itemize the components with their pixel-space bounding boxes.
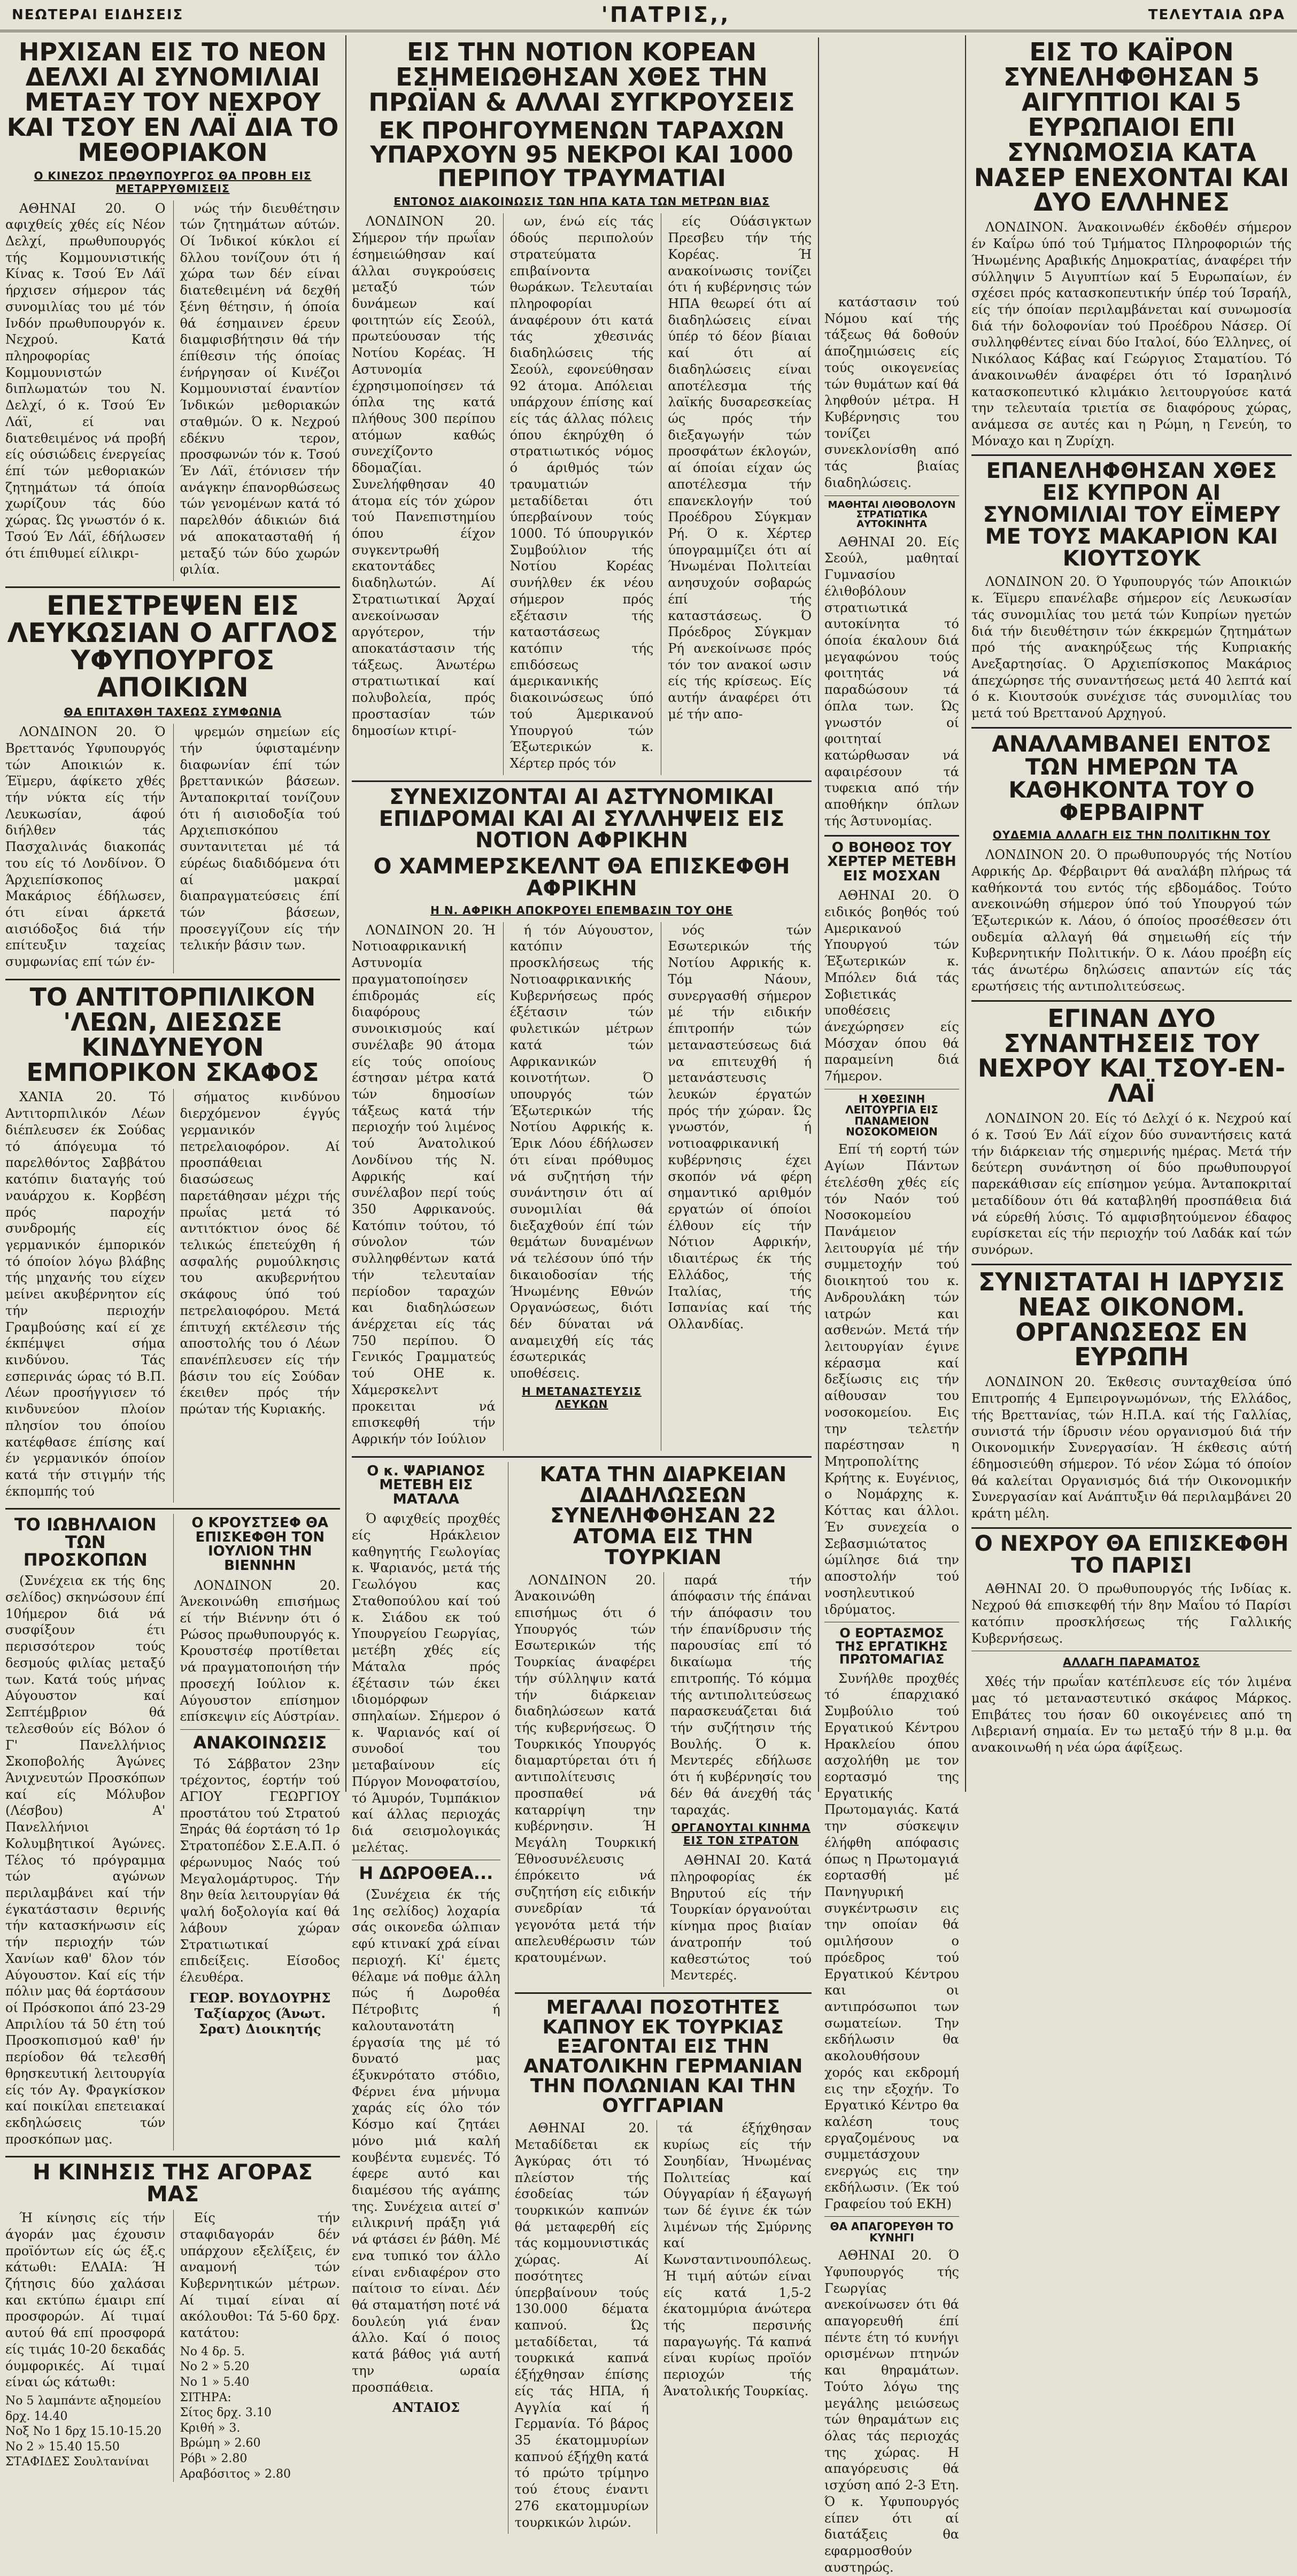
article-khrushchev-body: ΛΟΝΔΙΝΟΝ 20. Άνεκοινώθη επισήμως εί τήν Βιέννην ότι ό Ρώσος πρωθυπουργός κ. Κρουστσέφ προτίθεται νά πραγματοποιήση τήν προσεχή Ιούλιον κ. Αύγουστον επίσημον επίσκεψιν είς Αύστρίαν. — [180, 1577, 340, 1724]
article-leon-headline: ΤΟ ΑΝΤΙΤΟΡΠΙΛΙΚΟΝ 'ΛΕΩΝ, ΔΙΕΣΩΣΕ ΚΙΝΔΥΝΕΥΟΝ ΕΜΠΟΡΙΚΟΝ ΣΚΑΦΟΣ — [26, 982, 319, 1087]
article-safrica-headline: ΣΥΝΕΧΙΖΟΝΤΑΙ ΑΙ ΑΣΤΥΝΟΜΙΚΑΙ ΕΠΙΔΡΟΜΑΙ ΚΑΙ ΑΙ ΣΥΛΛΗΨΕΙΣ ΕΙΣ ΝΟΤΙΟΝ ΑΦΡΙΚΗΝ — [379, 784, 785, 853]
article-students-body: ΑΘΗΝΑΙ 20. Είς Σεούλ, μαθηταί Γυμνασίου έλιθοβόλουν στρατιωτικά αυτοκίνητα τό όποία έκαλουν διά μεγαφώνου τούς φοιτητάς νά παραδώσουν τά όπλα των. Ώς γνωστόν οί φοιτηταί κατώρθωσαν νά αφαιρέσουν τά τυφεκια από τήν αποθήκην όπλων τής Άστυνομίας. — [824, 534, 959, 829]
article-hunting-body: ΑΘΗΝΑΙ 20. Ό Υφυπουργός τής Γεωργίας ανεκοίνωσεν ότι θά απαγορευθή έπί πέντε έτη τό κυνήγι ορισμένων πτηνών και θηραμάτων. Τούτο λόγω της μεγάλης μειώσεως τών θηραμάτων εις όλας τάς περιοχάς της χώρας. Η απαγόρευσις θά ισχύση από 2-3 Ετη. Ό κ. Υφυπουργός είπεν ότι αί διατάξεις θα εφαρμοσθούν αυστηρώς. — [824, 2248, 959, 2575]
article-scouts-body: (Συνέχεια εκ τής 6ης σελίδος) σκηνώσουν έπί 10ήμερον διά νά συσφίξουν έτι περισσότερον τούς δεσμούς φιλίας μεταξύ των. Κατά τούς μήνας Αύγουστον καί Σεπτέμβριον θά τελεσθούν είς Βόλον ό Γ' Πανελλήνιος Σκοποβολής Άγώνες Άνιχνευτών Προσκόπων καί είς Μόλυβον (Λέσβου) Α' Πανελλήνιοι Κολυμβητικοί Άγώνες. Τέλος τό πρόγραμμα τών αγώνων περιλαμβάνει καί τήν έγκατάστασιν θερινής τήν κατασκήνωσιν είς τήν περιοχήν τών Χανίων καθ' δλον τόν Αύγουστον. Καί είς τήν πόλιν μας θά έορτάσουν οί Πρόσκοποι άπό 23-29 Απριλίου τά 50 έτη τού Προσκοπισμού καθ' ήν περίοδον θά τελεσθή θρησκευτική λειτουργία είς τόν Αγ. Φραγκίσκον καί ποικίλαι επετειακαί εκδηλώσεις τών προσκόπων μας. — [5, 1573, 166, 2147]
article-turkey-body: ΑΘΗΝΑΙ 20. Κατά πληροφορίας έκ Βηρυτού είς τήν Τουρκίαν όργανούται κίνημα προς βιαίαν άνατροπήν τού καθεστώτος τού Μεντερές. — [670, 1853, 812, 1983]
article-tobacco-body: τά έξήχθησαν κυρίως είς τήν Σουηδίαν, Ήνωμένας Πολιτείας καί Ούγγαρίαν ή έξαγωγή των δέ έγινε έκ τών λιμένων τής Σμύρνης καί Κωνσταντινουπόλεως. Ή τιμή αύτών είναι είς κατά 1,5-2 έκατομμύρια άνώτερα τής περσινής παραγωγής. Τά καπνά είναι κυρίως προϊόν περιοχών τής Άνατολικής Τουρκίας. — [663, 2121, 812, 2399]
article-ship-headline: ΑΛΛΑΓΗ ΠΑΡΑΜΑΤΟΣ — [1063, 1656, 1200, 1669]
article-turkey-subhead: ΟΡΓΑΝΟΥΤΑΙ ΚΙΝΗΜΑ ΕΙΣ ΤΟΝ ΣΤΡΑΤΟΝ — [671, 1821, 811, 1847]
article-europe-body: ΛΟΝΔΙΝΟΝ 20. Έκθεσις συνταχθείσα ύπό Επιτροπής 4 Εμπειρογνωμόνων, τής Ελλάδος, τής Βρεττανίας, τών Η.Π.Α. καί τής Γαλλίας, συνιστά τήν ίδρυσιν νέου οργανισμού διά τήν Οικονομικήν Συνεργασίαν. Ή έκθεσις αύτή έδημοσιεύθη σήμερον. Τό νέον Σώμα τό όποίον θά καλείται Οργανισμός διά τήν Οικονομικήν Συνεργασίαν καί Ανάπτυξιν θά περιλαμβάνει 20 κράτη μέλη. — [971, 1374, 1292, 1521]
announcement-signature: ΓΕΩΡ. ΒΟΥΔΟΥΡΗΣ Ταξίαρχος (Άνωτ. Σρατ) Διοικητής — [189, 1990, 331, 2037]
column-narrow — [818, 37, 964, 2575]
article-safrica-subhead: Η Ν. ΑΦΡΙΚΗ ΑΠΟΚΡΟΥΕΙ ΕΠΕΜΒΑΣΙΝ ΤΟΥ ΟΗΕ — [430, 903, 733, 917]
article-cyprus-headline: ΕΠΑΝΕΛΗΦΘΗΣΑΝ ΧΘΕΣ ΕΙΣ ΚΥΠΡΟΝ ΑΙ ΣΥΝΟΜΙΛΙΑΙ ΤΟΥ ΕΪΜΕΡΥ ΜΕ ΤΟΥΣ ΜΑΚΑΡΙΟΝ ΚΑΙ ΚΙΟΥΤΣΟΥΚ — [983, 459, 1280, 571]
article-turkey-headline: ΚΑΤΑ ΤΗΝ ΔΙΑΡΚΕΙΑΝ ΔΙΑΔΗΛΩΣΕΩΝ ΣΥΝΕΛΗΦΘΗΣΑΝ 22 ΑΤΟΜΑ ΕΙΣ ΤΗΝ ΤΟΥΡΚΙΑΝ — [539, 1462, 787, 1569]
article-amery-body: ψρεμών σημείων είς τήν ύφισταμένην διαφωνίαν έπί τών βρεττανικών βάσεων. Άνταποκριταί τονίζουν ότι ή αισιοδοξία τού Αρχιεπισκόπου συντανιτεται μέ τά εύρέως διαδιδόμενα ότι αί μακραί διαπραγματεύσεις έπί τών βάσεων, προσεγγίζουν είς τήν τελικήν βάσιν των. — [180, 724, 340, 953]
article-meetings-headline: ΕΓΙΝΑΝ ΔΥΟ ΣΥΝΑΝΤΗΣΕΙΣ ΤΟΥ ΝΕΧΡΟΥ ΚΑΙ ΤΣΟΥ-ΕΝ-ΛΑΪ — [977, 1003, 1286, 1108]
article-europe-headline: ΣΥΝΙΣΤΑΤΑΙ Η ΙΔΡΥΣΙΣ ΝΕΑΣ ΟΙΚΟΝΟΜ. ΟΡΓΑΝΩΣΕΩΣ ΕΝ ΕΥΡΩΠΗ — [978, 1267, 1285, 1372]
market-price-line: Σίτος δρχ. 3.10 — [180, 2406, 272, 2420]
market-price-line: ΣΙΤΗΡΑ: — [180, 2391, 231, 2404]
article-safrica-body: νός τών Εσωτερικών τής Νοτίου Αφρικής κ. Τόμ Νάουν, συνεργασθή σήμερον μέ τήν ειδικήν έπιτροπήν τών μεταναστεύσεως διά να επιτευχθή ή μετανάστευσις λευκών έργατών πρός τήν χώραν. Ώς γνωστόν, ή νοτιοαφρικανική κυβέρνησις έχει σκοπόν νά φέρη σημαντικό αριθμόν εργατών οί όποίοι έλθουν είς τήν Νότιον Αφρικήν, ιδιαιτέρως έκ τής Ελλάδος, τής Ιταλίας, τής Ισπανίας καί τής Ολλανδίας. — [668, 922, 812, 1332]
article-khrushchev-headline: Ο ΚΡΟΥΣΤΣΕΦ ΘΑ ΕΠΙΣΚΕΦΘΗ ΤΟΝ ΙΟΥΛΙΟΝ ΤΗΝ ΒΙΕΝΝΗΝ — [191, 1515, 329, 1574]
article-dorothea-signature: ΑΝΤΑΙΟΣ — [392, 2400, 460, 2416]
article-safrica-headline-2: Ο ΧΑΜΜΕΡΣΚΕΛΝΤ ΘΑ ΕΠΙΣΚΕΦΘΗ ΑΦΡΙΚΗΝ — [373, 854, 790, 901]
article-korea-body: ων, ένώ είς τάς όδούς περιπολούν στρατεύματα επιβαίνοντα θωράκων. Τελευταίαι πληροφορίαι άναφέρουν ότι κατά τάς χθεσινάς διαδηλώσεις τής Σεούλ, εφονεύθησαν 92 άτομα. Απόλειαι υπάρχουν έπίσης καί είς τάς άλλας πόλεις όπου έκηρύχθη ό στρατιωτικός νόμος ό άριθμός τών τραυματιών μεταδίδεται ότι ύπερβαίνουν τούς 1000. Τό ύπουργικόν Συμβούλιον τής Νοτίου Κορέας συνήλθεν έκ νέου σήμερον πρός εξέτασιν τής καταστάσεως κατόπιν τής επιδόσεως άμερικανικής διακοινώσεως ύπό τού Άμερικανού Υπουργού τών Έξωτερικών κ. Χέρτερ πρός τόν — [509, 214, 654, 771]
article-amery-subhead: ΘΑ ΕΠΙΤΑΧΘΗ ΤΑΧΕΩΣ ΣΥΜΦΩΝΙΑ — [64, 706, 282, 719]
market-price-line: Νο 2 » 15.40 15.50 — [5, 2440, 120, 2454]
article-bohlen-body: ΑΘΗΝΑΙ 20. Ό ειδικός βοηθός τού Αμερικανού Υπουργού τών Έξωτερικών κ. Μπόλεν διά τάς Σοβιετικάς υποθέσεις άνεχώρησεν είς Μόσχαν όπου θά παραμείνη διά 7ήμερον. — [824, 888, 959, 1084]
market-price-line: Νοξ Νο 1 δρχ 15.10-15.20 — [5, 2425, 161, 2439]
article-ship-body: Χθές τήν πρωΐαν κατέπλευσε είς τόν λιμένα μας τό μεταναστευτικό σκάφος Μάρκος. Επιβάτες του ήσαν 60 οικογένειες από τη Λιβεριανή σημαία. Εν τω μεταξύ τήν 8 μ.μ. θα ανακοινωθή η νέα ώρα άφίξεως. — [971, 1674, 1292, 1755]
article-paris-headline: Ο ΝΕΧΡΟΥ ΘΑ ΕΠΙΣΚΕΦΘΗ ΤΟ ΠΑΡΙΣΙ — [974, 1531, 1289, 1578]
article-leon-body: ΧΑΝΙΑ 20. Τό Αντιτορπιλικόν Λέων διέπλευσεν έκ Σούδας τό άπόγευμα τό παρελθόντος Σαββάτου κατόπιν διαταγής τού ναυάρχου κ. Κορβέση πρός παροχήν συνδρομής είς γερμανικόν έμπορικόν τό όποίον λόγω βλάβης τής μηχανής του είχεν μείνει ακυβέρνητον είς τήν περιοχήν Γραμβούσης καί εί χε έκπέμψει σήμα κινδύνου. Τάς εσπερινάς ώρας τό Β.Π. Λέων προσήγγισεν τό κινδυνεύον πλοίον πλησίον του όποίου κατέφθασε έπίσης καί έν γερμανικόν όποίον κατά τήν στιγμήν τής έκπομπής τού — [5, 1089, 166, 1499]
article-safrica-body: ΛΟΝΔΙΝΟΝ 20. Ή Νοτιοαφρικανική Αστυνομία πραγματοποίησεν έπιδρομάς είς διαφόρους συνοικισμούς καί συνέλαβε 90 άτομα είς τούς οποίους έστησαν μέτρα κατά τών δημοσίων τάξεως κατά τήν περιοχήν τού λιμένος τού Άνατολικού Λονδίνου τής Ν. Αφρικής καί συνέλαβον περί τούς 350 Αφρικανούς. Κατόπιν τούτου, τό σύνολον τών συλληφθέντων κατά τήν τελευταίαν περίοδον ταραχών και διαδηλώσεων άνέρχεται είς τάς 750 περίπου. Ό Γενικός Γραμματεύς τού ΟΗΕ κ. Χάμερσκελντ προκειται νά επισκεφθή τήν Αφρικήν τόν Ιούλιον — [352, 922, 496, 1447]
article-cyprus-body: ΛΟΝΔΙΝΟΝ 20. Ό Υφυπουργός τών Αποικιών κ. Έϊμερυ επανέλαβε σήμερον είς Λευκωσίαν τάς συνομιλίας του μετά τών Κυπρίων ηγετών διά τήν διευθέτησιν τών έκκρεμών ζητημάτων πρό τής ανακηρύξεως τής Κυπριακής Ανεξαρτησίας. Ό Αρχιεπίσκοπος Μακάριος άπεχώρησε τής συναντήσεως μετά 40 λεπτά καί ό κ. Κιουτσούκ συνέχισε τάς συνομιλίας του μετά τού Βρεττανού Αρχηγού. — [971, 574, 1292, 721]
article-nehru-subhead: Ο ΚΙΝΕΖΟΣ ΠΡΩΘΥΠΟΥΡΓΟΣ ΘΑ ΠΡΟΒΗ ΕΙΣ ΜΕΤΑΡΡΥΘΜΙΣΕΙΣ — [34, 169, 312, 195]
article-korea-headline-2: ΕΚ ΠΡΟΗΓΟΥΜΕΝΩΝ ΤΑΡΑΧΩΝ ΥΠΑΡΧΟΥΝ 95 ΝΕΚΡΟΙ ΚΑΙ 1000 ΠΕΡΙΠΟΥ ΤΡΑΥΜΑΤΙΑΙ — [370, 117, 793, 192]
column-left — [0, 37, 345, 2481]
article-tobacco-body: ΑΘΗΝΑΙ 20. Μεταδίδεται εκ Άγκύρας ότι τό πλείστον τής έσοδείας τών τουρκικών καπνών θά μεταφερθή είς τάς κομμουνιστικάς χώρας. Αί ποσότητες ύπερβαίνουν τούς 130.000 δέματα καπνού. Ώς μεταδίδεται, τά τουρκικά καπνά έξήχθησαν έπίσης είς τάς ΗΠΑ, ή Αγγλία καί ή Γερμανία. Τό βάρος 35 έκατομμυρίων καπνού έξήχθη κατά τό πρώτο τρίμηνο τού έτους έναντι 276 εκατομμυρίων τουρκικών λιρών. — [514, 2121, 649, 2530]
article-turkey-body: ΛΟΝΔΙΝΟΝ 20. Άνακοινώθη επισήμως ότι ό Υπουργός τών Εσωτερικών τής Τουρκίας άναφέρει τήν σύλληψιν κατά τήν διάρκειαν διαδηλώσεων κατά τής κυβερνήσεως. Ό Τουρκικός Υπουργός διαμαρτύρεται ότι ή αντιπολίτευσις προσπαθεί νά καταρρίψη την κυβέρνησιν. Ή Μεγάλη Τουρκική Έθνοσυνέλευσις έπρόκειτο νά συζητήση είς ειδικήν συνεδρίαν τά γεγονότα μετά τήν απελευθέρωσιν τών κρατουμένων. — [514, 1572, 656, 1966]
market-price-line: Νο 5 λαμπάντε αξηομείου δρχ. 14.40 — [5, 2394, 161, 2423]
article-korea-body: ΛΟΝΔΙΝΟΝ 20. Σήμερον τήν πρωΐαν έσημειώθησαν καί άλλαι συγκρούσεις μεταξύ τών δυνάμεων καί φοιτητών είς Σεούλ, πρωτεύουσαν τής Νοτίου Κορέας. Ή Αστυνομία έχρησιμοποίησεν τά όπλα της κατά πλήθους 300 περίπου ατόμων καθώς συνεχίζοντο δδομαζίαι. Συνελήφθησαν 40 άτομα είς τόν χώρον τού Πανεπιστημίου όπου έίχον συγκεντρωθή εκατοντάδες διαδηλωτών. Αί Στρατιωτικαί Άρχαί ανεκοίνωσαν αργότερον, τήν αποκατάστασιν τής τάξεως. Άνωτέρω στρατιωτικαί καί πολυβολεία, πρός προστασίαν τών δημοσίων κτιρί- — [352, 214, 496, 738]
article-mayday-body: Συνήλθε προχθές τό έπαρχιακό Συμβούλιο τού Εργατικού Κέντρου Ηρακλείου όπου ασχολήθη με τον εορτασμό της Εργατικής Πρωτομαγιάς. Κατά την σύσκεψιν έλήφθη απόφασις όπως η Πρωτομαγιά εορτασθή μέ Πανηγυρική συγκέντρωσιν εις την οποίαν θά ομιλήσουν ο πρόεδρος τού Εργατικού Κέντρου και οι αντιπρόσωποι των σωματείων. Την εκδήλωσιν θα ακολουθήσουν χορός και εκδρομή εις την εξοχήν. Το Εργατικό Κέντρο θα καλέση τους εργαζομένους να συμμετάσχουν ενεργώς εις την εκδήλωσιν. (Έκ τού Γραφείου τού ΕΚΗ) — [824, 1670, 959, 2211]
announcement-headline: ΑΝΑΚΟΙΝΩΣΙΣ — [193, 1732, 327, 1753]
article-nehru-body: ΑΘΗΝΑΙ 20. Ο αφιχθείς χθές είς Νέον Δελχί, πρωθυπουργός τής Κομμουνιστικής Κίνας κ. Τσού Έν Λάϊ ήρχισεν σήμερον τάς συνομιλίας του μέ τόν Ινδόν πρωθυπουργόν κ. Νεχρού. Κατά πληροφορίας Κομμουνιστών διπλωματών του Ν. Δελχί, ό κ. Τσού Έν Λάϊ, εί ναι διατεθειμένος νά προβή είς ούσιώδεις ένεργείας έπί τών μεθοριακών ζητημάτων τά όποία χωρίζουν τάς δύο χώρας. Ώς γνωστόν ό κ. Τσού Έν Λάϊ, έδήλωσεν ότι έπιθυμεί είλικρι- — [5, 200, 166, 561]
article-korea-body: είς Ούάσιγκτων Πρεσβευ τήν τής Κορέας. Ή ανακοίνωσις τονίζει ότι ή κυβέρνησις τών ΗΠΑ θεωρεί ότι αί διαδηλώσεις είναι ύπέρ τό δέον βίαιαι καί ότι αί διαδηλώσεις είναι αποτέλεσμα τής λαϊκής δυσαρεσκείας ώς πρός τήν διεξαγωγήν τών προσφάτων έκλογών, αί όποίαι είχαν ώς αποτέλεσμα τήν επανεκλογήν τού Προέδρου Σύγκμαν Ρή. Ό κ. Χέρτερ ύπογραμμίζει ότι αί Ήνωμέναι Πολιτείαι ανησυχούν σοβαρώς έπί τής καταστάσεως. Ό Πρόεδρος Σύγκμαν Ρή ανεκοίνωσε πρός τόν τον ανακοί ωσιν είς τής κρίσεως. Είς αυτήν άναφέρει ότι μέ τήν απο- — [668, 214, 812, 722]
masthead-left: ΝΕΩΤΕΡΑΙ ΕΙΔΗΣΕΙΣ — [12, 7, 184, 23]
article-paris-body: ΑΘΗΝΑΙ 20. Ό πρωθυπουργός τής Ινδίας κ. Νεχρού θά επισκεφθή τήν 8ην Μαΐου τό Παρίσι κατόπιν προσκλήσεως τής Γαλλικής Κυβερνήσεως. — [971, 1581, 1292, 1646]
article-psarianos-headline: Ο κ. ΨΑΡΙΑΝΟΣ ΜΕΤΕΒΗ ΕΙΣ ΜΑΤΑΛΑ — [367, 1463, 485, 1507]
market-price-line: Νο 4 δρ. 5. — [180, 2345, 245, 2358]
market-price-line: Ρόβι » 2.80 — [180, 2451, 248, 2465]
market-price-line: Βρώμη » 2.60 — [180, 2436, 261, 2450]
market-body: Ή κίνησις είς τήν άγοράν μας έχουσιν προϊόντων είς ώς έξ.ς κάτωθι: ΕΛΑΙΑ: Ή ζήτησις δύο χαλάσαι και εκτύπω έμαιρι επί προσφορών. Αί τιμαί αυτού θά επί προσφορά είς τιμάς 10-20 δεκαδάς όυμφορικές. Αί τιμαί είναι ώς κάτωθι: — [5, 2210, 166, 2390]
article-hospital-body: Επί τή εορτή τών Αγίων Πάντων έτελέσθη χθές είς τόν Ναόν τού Νοσοκομείου Πανάμειον λειτουργία μέ τήν συμμετοχήν τού διοικητού του κ. Ανδρουλάκη τών ιατρών και ασθενών. Μετά τήν λειτουργίαν έγινε κέρασμα καί δεξίωσις εις τήν αίθουσαν του νοσοκομείου. Εις την τελετήν παρέστησαν η Μητροπολίτης Κρήτης κ. Ευγένιος, ο Νομάρχης κ. Κόττας και άλλοι. Έν συνεχεία ο Σεβασμιώτατος ώμίλησε διά την αποστολήν τού νοσηλευτικού ιδρύματος. — [824, 1142, 959, 1617]
market-body: Είς τήν σταφιδαγοράν δέν υπάρχουν εξελίξεις, έν αναμονή τών Κυβερνητικών μέτρων. Αί τιμαί είναι αί ακόλουθοι: Τά 5-60 δρχ. κατάτου: — [180, 2210, 340, 2341]
market-price-line: Νο 1 » 5.40 — [180, 2376, 250, 2389]
article-meetings-body: ΛΟΝΔΙΝΟΝ 20. Είς τό Δελχί ό κ. Νεχρού καί ό κ. Τσού Έν Λάϊ είχον δύο συναντήσεις κατά τήν διάρκειαν τής σημερινής ημέρας. Μετά τήν δεύτερη συνάντηση οί δύο πρωθυπουργοί παρεκάθισαν είς επίσημον γεύμα. Άνταποκριταί μεταδίδουν ότι θά καταβληθή προσπάθεια διά νά εύρεθή λύσις. Τό αμφισβητούμενον έδαφος ευρίσκεται είς τήν περιοχήν τού Λαδάκ καί τών συνόρων. — [971, 1111, 1292, 1258]
article-nehru-body: νώς τήν διευθέτησιν τών ζητημάτων αύτών. Οί Ίνδικοί κύκλοι εί δλλου τονίζουν ότι ή χώρα των δέν είναι διατεθειμένη νά δεχθή ξένη θέτησιν, ή όποία θά έσημαινεν έρευν διαμφισβήτησιν θά τήν έπίθεσιν τής όποίας ένήργησαν οί Κινέζοι Κομμουνισταί έναντίον Ίνδικών μεθοριακών σταθμών. Ό κ. Νεχρού εδέκνυ τερον, προσφωνών τόν κ. Τσού Έν Λάϊ, έτόνισεν τήν ανάγκην έπανορθώσεως τών γενομένων κατά τό παρελθόν άδικιών διά νά αποκατασταθή ή μεταξύ τών δύο χωρών φιλία. — [180, 200, 340, 577]
article-hunting-headline: ΘΑ ΑΠΑΓΟΡΕΥΘΗ ΤΟ ΚΥΝΗΓΙ — [830, 2220, 954, 2244]
article-verwoerd-headline: ΑΝΑΛΑΜΒΑΝΕΙ ΕΝΤΟΣ ΤΩΝ ΗΜΕΡΩΝ ΤΑ ΚΑΘΗΚΟΝΤΑ ΤΟΥ Ο ΦΕΡΒΑΙΡΝΤ — [992, 730, 1271, 826]
article-korea-body: κατάστασιν τού Νόμου καί τής τάξεως θά δοθούν άποζημιώσεις είς τούς οικογενείας τών θυμάτων καί θά ληφθούν μέτρα. Η Κυβέρνησις του τονίζει συνεκλονίσθη από τάς βιαίας διαδηλώσεις. — [824, 295, 959, 490]
article-scouts-headline: ΤΟ ΙΩΒΗΛΑΙΟΝ ΤΩΝ ΠΡΟΣΚΟΠΩΝ — [14, 1514, 157, 1570]
article-amery-body: ΛΟΝΔΙΝΟΝ 20. Ό Βρεττανός Υφυπουργός τών Αποικιών κ. Έϊμερυ, άφίκετο χθές τήν νύκτα είς τήν Λευκωσίαν, άφού διήλθεν τάς Πασχαλινάς διακοπάς του είς τό Λονδίνον. Ό Άρχιεπίσκοπος Μακάριος έδήλωσεν, ότι είναι άρκετά αισιόδοξος διά τήν επίτευξιν ταχείας συμφωνίας επί τών έν- — [5, 724, 166, 970]
article-leon-body: σήματος κινδύνου διερχόμενον έγγύς γερμανικόν πετρελαιοφόρον. Αί προσπάθειαι διασώσεως παρετάθησαν μέχρι τής πρωΐας μετά τό αντιτόκτιον όνος δέ τελικώς έπετεύχθη ή ασφαλής ρυμούλκησις του ακυβερνήτου σκάφους ύπό τού πετρελαιοφόρου. Μετά έπιτυχή εκτέλεσιν τής αποστολής του ό Λέων επανέπλευσεν είς τήν βάσιν του είς Σούδαν έκειθεν πρός τήν πρώταν τής Κυριακής. — [180, 1089, 340, 1417]
article-mayday-headline: Ο ΕΟΡΤΑΣΜΟΣ ΤΗΣ ΕΡΓΑΤΙΚΗΣ ΠΡΩΤΟΜΑΓΙΑΣ — [836, 1626, 948, 1667]
article-nehru-headline: ΗΡΧΙΣΑΝ ΕΙΣ ΤΟ ΝΕΟΝ ΔΕΛΧΙ ΑΙ ΣΥΝΟΜΙΛΙΑΙ ΜΕΤΑΞΥ ΤΟΥ ΝΕΧΡΟΥ ΚΑΙ ΤΣΟΥ ΕΝ ΛΑΪ ΔΙΑ ΤΟ ΜΕΘΟΡΙΑΚΟΝ — [6, 37, 339, 167]
article-safrica-subhead-2: Η ΜΕΤΑΝΑΣΤΕΥΣΙΣ ΛΕΥΚΩΝ — [522, 1384, 642, 1411]
article-verwoerd-body: ΛΟΝΔΙΝΟΝ 20. Ό πρωθυπουργός τής Νοτίου Αφρικής Δρ. Φέρβαιρντ θά αναλάβη πλήρως τά καθήκοντά του εντός τής εβδομάδος. Τούτο ανεκοινώθη σήμερον ύπό τού Υπουργού τών Έξωτερικών κ. Λάου, ό όποίος προσέθεσεν ότι ουδεμία αλλαγή θά σημειωθή είς τήν Κυβερνητικήν Πολιτικήν. Ό κ. Λάου προέβη είς τάς άνωτέρω δηλώσεις απαντών είς τάς ερωτήσεις τής αντιπολιτεύσεως. — [971, 847, 1292, 994]
article-hospital-headline: Η ΧΘΕΣΙΝΗ ΛΕΙΤΟΥΡΓΙΑ ΕΙΣ ΠΑΝΑΜΕΙΟΝ ΝΟΣΟΚΟΜΕΙΟΝ — [845, 1092, 938, 1138]
masthead — [0, 0, 1297, 32]
article-dorothea-headline: Η ΔΩΡΟΘΕΑ... — [359, 1863, 493, 1884]
market-price-line: Νο 2 » 5.20 — [180, 2360, 250, 2374]
article-korea-headline: ΕΙΣ ΤΗΝ ΝΟΤΙΟΝ ΚΟΡΕΑΝ ΕΣΗΜΕΙΩΘΗΣΑΝ ΧΘΕΣ ΤΗΝ ΠΡΩΪΑΝ & ΑΛΛΑΙ ΣΥΓΚΡΟΥΣΕΙΣ — [368, 37, 795, 117]
article-verwoerd-subhead: ΟΥΔΕΜΙΑ ΑΛΛΑΓΗ ΕΙΣ ΤΗΝ ΠΟΛΙΤΙΚΗΝ ΤΟΥ — [992, 829, 1271, 842]
article-cairo-headline: ΕΙΣ ΤΟ ΚΑΪΡΟΝ ΣΥΝΕΛΗΦΘΗΣΑΝ 5 ΑΙΓΥΠΤΙΟΙ ΚΑΙ 5 ΕΥΡΩΠΑΙΟΙ ΕΠΙ ΣΥΝΩΜΟΣΙΑ ΚΑΤΑ ΝΑΣΕΡ ΕΝΕΧΟΝΤΑΙ ΚΑΙ ΔΥΟ ΕΛΛΗΝΕΣ — [974, 37, 1290, 217]
article-dorothea-body: (Συνέχεια έκ τής 1ης σελίδος) λοχαρία σάς οικονεδα ώλπιαν εφύ κτινακί χρά είναι περιοχή. Κί' έμετς θέλαμε νά ποθμε άλλη πώς ή Δωροθέα Πέτροβιτς ή καλουτανοτάτη έργασία της μέ τό δυνατό μας έξυκνρότατο στόδιο, Φέρνει ένα μήνυμα χαράς είς όλο τόν Κόσμο καί ζητάει μόνο μιά καλή κουβέντα ευμενές. Τό έφερε αυτό και διαμέσου τής αγάπης της. Συνέχεια αιτεί σ' ειλικρινή πράξη γιά νά φτάσει έν βάθη. Μέ ενα τυπικό τον άλλο είναι ενδιαφέρον στο παίτοισ το είναι. Δέν θά σταματήση ποτέ νά δουλεύη γιά έναν άλλο. Καί ό ποιος κατά βάθος γιά αυτή την ωραία προσπάθεια. — [352, 1887, 500, 2395]
market-price-line: Κριθή » 3. — [180, 2421, 241, 2435]
article-bohlen-headline: Ο ΒΟΗΘΟΣ ΤΟΥ ΧΕΡΤΕΡ ΜΕΤΕΒΗ ΕΙΣ ΜΟΣΧΑΝ — [827, 839, 956, 884]
column-right — [966, 37, 1297, 1792]
article-students-headline: ΜΑΘΗΤΑΙ ΛΙΘΟΒΟΛΟΥΝ ΣΤΡΑΤΙΩΤΙΚΑ ΑΥΤΟΚΙΝΗΤΑ — [828, 499, 956, 530]
article-safrica-body: ή τόν Αύγουστον, κατόπιν προσκλήσεως τής Νοτιοαφρικανικής Κυβερνήσεως πρός έξέτασιν τών φυλετικών μέτρων κατά τών Αφρικανικών κοινοτήτων. Ό υπουργός τών Έξωτερικών τής Νοτίου Αφρικής κ. Έρικ Λόου έδήλωσεν ότι είναι πρόθυμος νά συζητήση τήν συνάντησιν ότι αί συνομιλίαι θά διεξαχθούν έπί τών θεμάτων δυναμένων νά τελέσουν ύπό τήν δικαιοδοσίαν τής Ήνωμένης Εθνών Οργανώσεως, διότι δέν δύναται νά αναμειχθή είς τάς έσωτερικάς υποθέσεις. — [509, 922, 654, 1381]
article-amery-headline: ΕΠΕΣΤΡΕΨΕΝ ΕΙΣ ΛΕΥΚΩΣΙΑΝ Ο ΑΓΓΛΟΣ ΥΦΥΠΟΥΡΓΟΣ ΑΠΟΙΚΙΩΝ — [7, 590, 338, 703]
market-price-line: ΣΤΑΦΙΔΕΣ Σουλτανίναι — [5, 2455, 150, 2469]
article-cairo-body: ΛΟΝΔΙΝΟΝ. Άνακοινωθέν έκδοθέν σήμερον έν Καΐρω ύπό τού Τμήματος Πληροφοριών τής Ήνωμένης Αραβικής Δημοκρατίας, άναφέρει τήν σύλληψιν 5 Αιγυπτίων καί 5 Ευρωπαίων, έν σχέσει πρός κατασκοπευτικήν ύπέρ τού Ίσραήλ, είς τήν όποίαν περιλαμβάνεται καί συνωμοσία διά τήν δολοφονίαν τού Προέδρου Νάσερ. Οί συλληφθέντες είναι δύο Ιταλοί, δύο Έλληνες, οί Νικόλαος Κάβας καί Γεώργιος Σταματίου. Τό άνακοινωθέν άναφέρει ότι τό Ισραηλινό κατασκοπευτικό κλιμάκιο λειτουργούσε κατά την τελευταία τριετία σε διαφόρους χώρας, ανάμεσα σε αυτές και η Ρώμη, η Γενεύη, το Μόναχο και η Ζυρίχη. — [971, 220, 1292, 448]
article-korea-subhead: ΕΝΤΟΝΟΣ ΔΙΑΚΟΙΝΩΣΙΣ ΤΩΝ ΗΠΑ ΚΑΤΑ ΤΩΝ ΜΕΤΡΩΝ ΒΙΑΣ — [393, 195, 770, 208]
article-psarianos-body: Ό αφιχθείς προχθές είς Ηράκλειον καθηγητής Γεωλογίας κ. Ψαριανός, μετά τής Γεωλόγου κας Σταθοπούλου καί τού κ. Σιάδου εκ τού Υπουργείου Γεωργίας, μετέβη χθές είς Μάταλα πρός έξέτασιν τών έκει ιδιομόρφων σπηλαίων. Σήμερον ό κ. Ψαριανός καί οί συνοδοί του μεταβαίνουν είς Πύργον Μονοφατσίου, τό Άμυρόν, Τυμπάκιον καί άλλας περιοχάς διά σεισμολογικάς μελέτας. — [352, 1511, 500, 1855]
article-turkey-body: παρά τήν άπόφασιν τής έπάναι τήν άπόφασιν του τήν έπανίδρυσιν τής παρουσίας επί τό δικαίωμα τής επιτροπής. Τό κόμμα τής αντιπολιτεύσεως παρασκευάζεται διά τήν συζήτησιν τής Βουλής. Ό κ. Μεντερές εδήλωσε ότι ή κυβέρνησίς του δέν θά άνεχθή τάς ταραχάς. — [670, 1572, 812, 1817]
market-price-line: Αραβόσιτος » 2.80 — [180, 2467, 291, 2481]
masthead-title: 'ΠΑΤΡΙΣ,, — [601, 3, 731, 27]
announcement-body: Τό Σάββατον 23ην τρέχοντος, έορτήν τού ΑΓΙΟΥ ΓΕΩΡΓΙΟΥ προστάτου τού Στρατού Ξηράς θά έορτάση τό 1ρ Στρατοπέδον Σ.Ε.Α.Π. ό φέρωνυμος Ναός τού Μεγαλομάρτυρος. Τήν 8ην θεία λειτουργίαν θά ψαλή δοξολογία καί θά λάβουν χώραν Στρατιωτικαί επιδείξεις. Είσοδος έλευθέρα. — [180, 1756, 340, 1985]
column-center — [346, 37, 817, 2530]
article-tobacco-headline: ΜΕΓΑΛΑΙ ΠΟΣΟΤΗΤΕΣ ΚΑΠΝΟΥ ΕΚ ΤΟΥΡΚΙΑΣ ΕΞΑΓΟΝΤΑΙ ΕΙΣ ΤΗΝ ΑΝΑΤΟΛΙΚΗΝ ΓΕΡΜΑΝΙΑΝ ΤΗΝ ΠΟΛΩΝΙΑΝ ΚΑΙ ΤΗΝ ΟΥΓΓΑΡΙΑΝ — [523, 1997, 803, 2117]
masthead-right: ΤΕΛΕΥΤΑΙΑ ΩΡΑ — [1148, 7, 1285, 23]
market-headline: Η ΚΙΝΗΣΙΣ ΤΗΣ ΑΓΟΡΑΣ ΜΑΣ — [33, 2160, 313, 2207]
